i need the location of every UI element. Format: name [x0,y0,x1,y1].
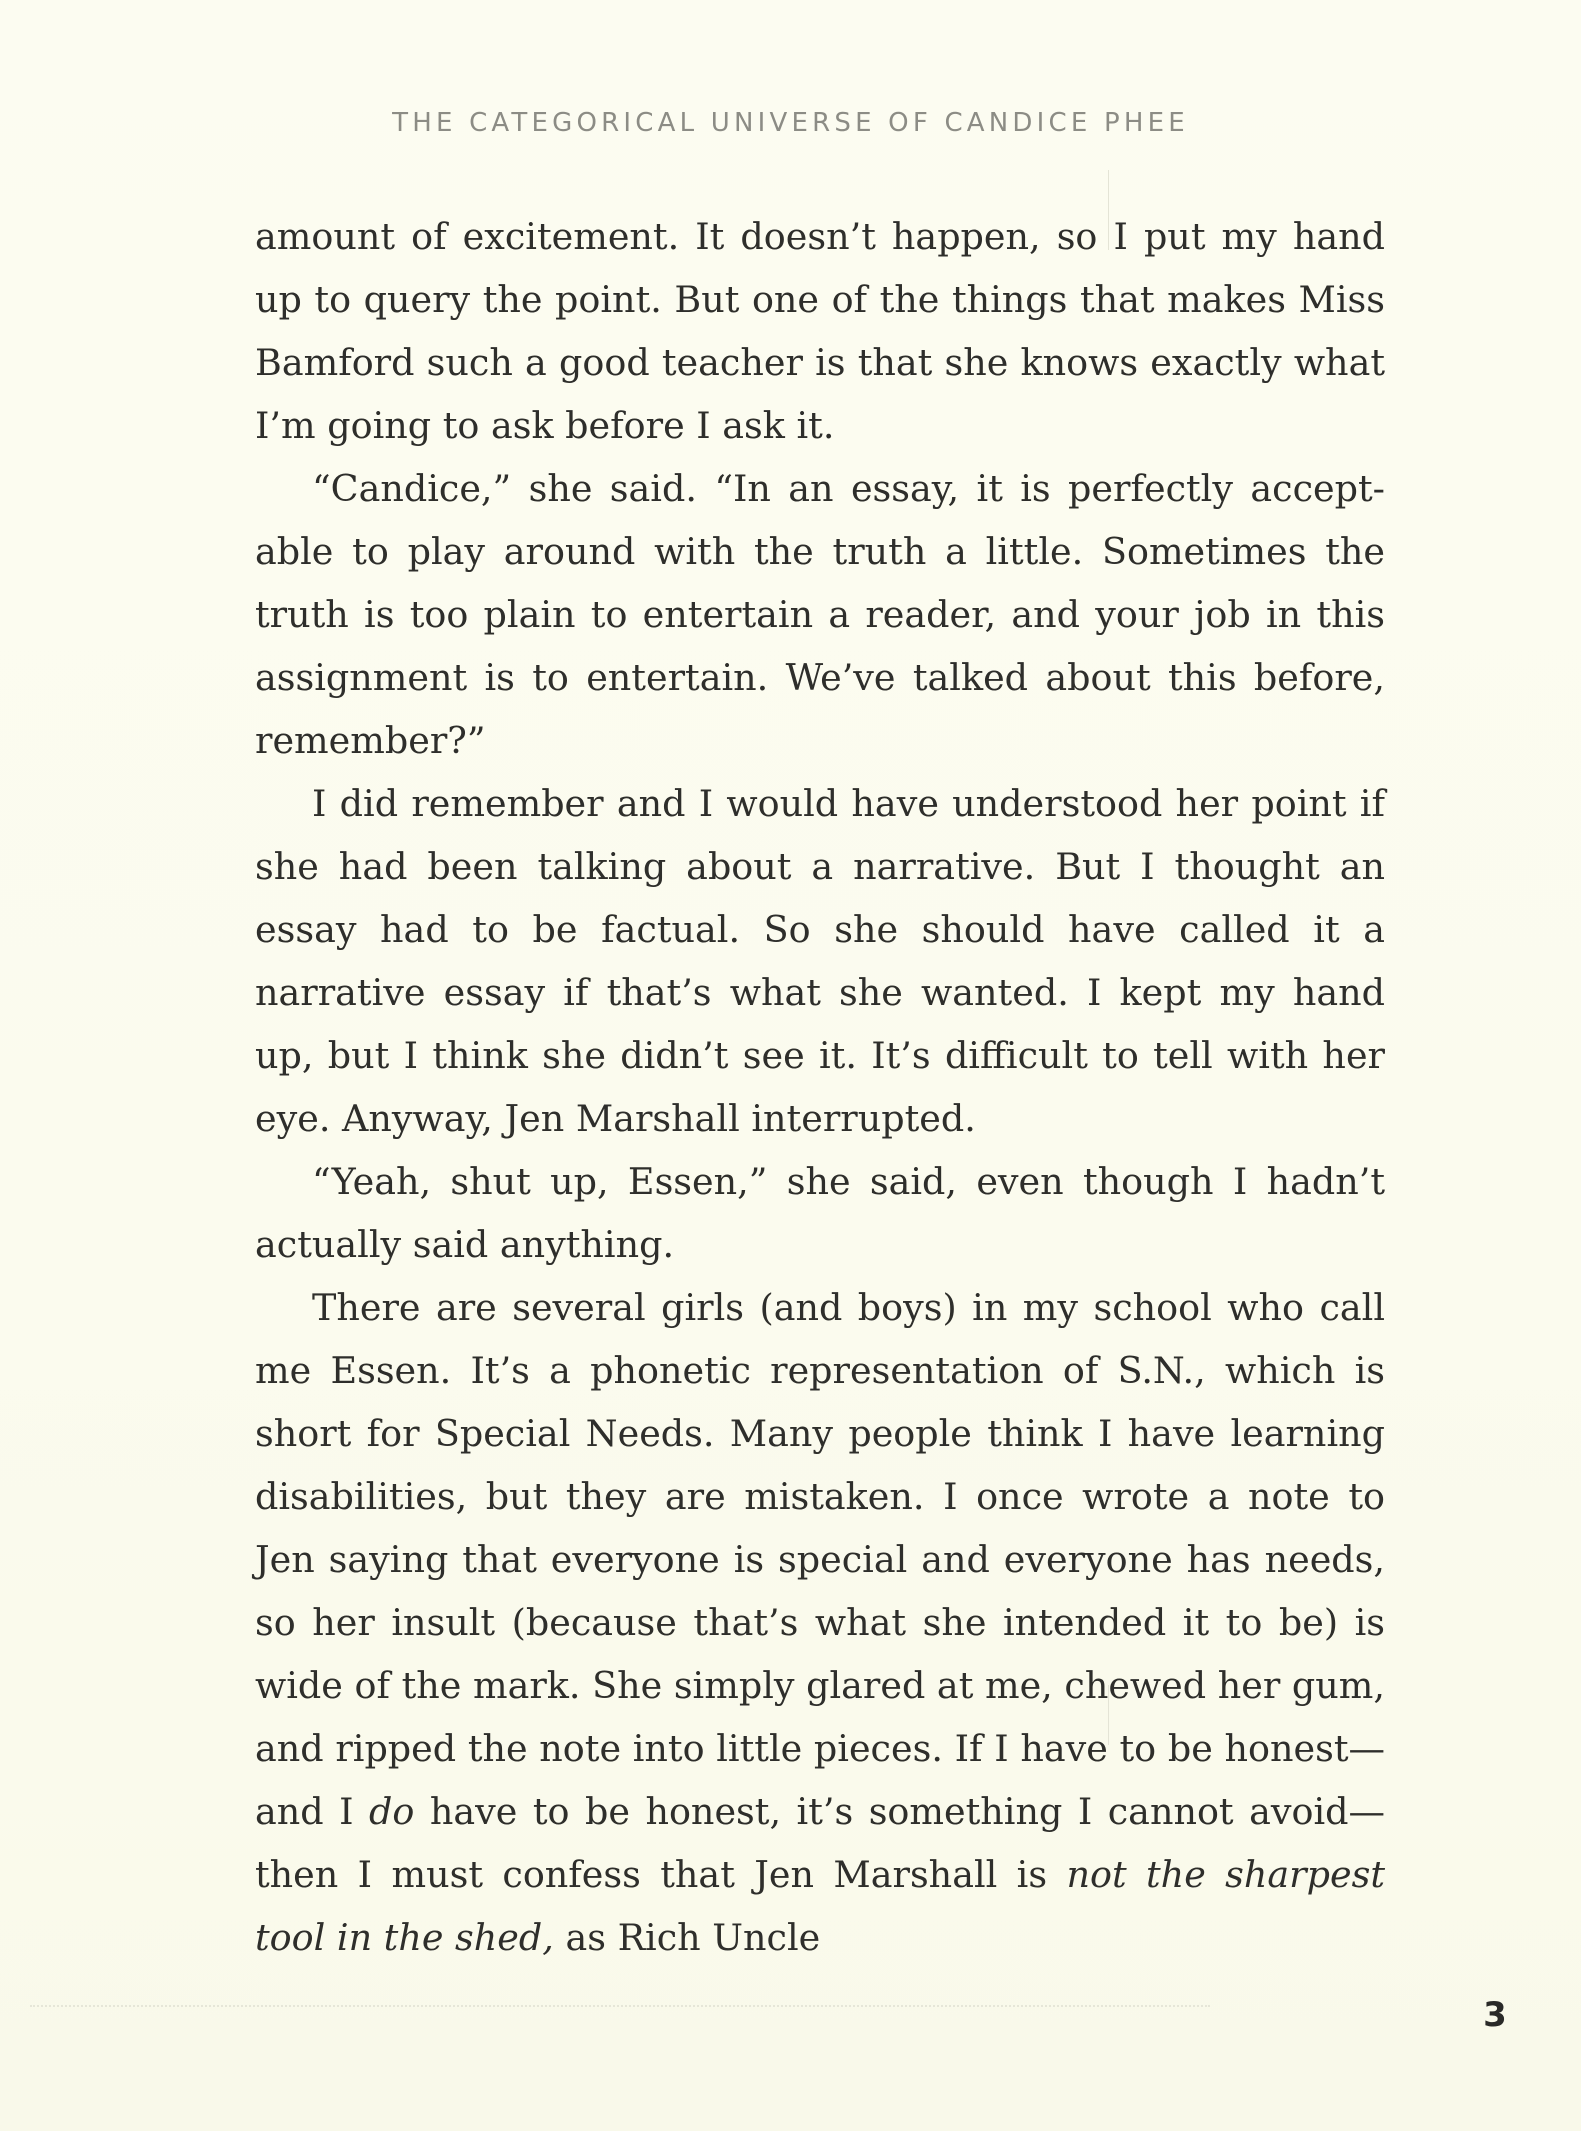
page-number: 3 [1483,1995,1507,2035]
text-run: There are several girls (and boys) in my school who call me Essen. It’s a phonetic representation of S.N., which is short for Special Needs. Many people think I have learning disabilities, but they are mistaken. I once wrote a note to Jen saying that everyone is special and everyone has needs, so her insult (because that’s what she intended it to be) is wide of the mark. She simply glared at me, chewed her gum, and ripped the note into little pieces. If I have to be honest—and I [255,1286,1385,1833]
paragraph [255,205,1385,457]
body-text [255,205,1385,1969]
text-run: “Yeah, shut up, Essen,” she said, even though I hadn’t actually said anything. [255,1160,1385,1266]
paragraph [255,1150,1385,1276]
running-head: THE CATEGORICAL UNIVERSE OF CANDICE PHEE [392,108,1189,138]
text-run: have to be honest, it’s something I cannot avoid—then I must confess that Jen Marshall is [255,1790,1385,1896]
text-run: I did remember and I would have understood her point if she had been talking about a narrative. But I thought an essay had to be factual. So she should have called it a narrative essay if that’s what she wanted. I kept my hand up, but I think she didn’t see it. It’s difficult to tell with her eye. Anyway, Jen Marshall interrupted. [255,782,1385,1140]
footer-rule [30,2005,1210,2007]
text-run: amount of excitement. It doesn’t happen, so I put my hand up to query the point. But one of the things that makes Miss Bamford such a good teacher is that she knows exactly what I’m going to ask before I ask it. [255,215,1385,447]
paragraph [255,772,1385,1150]
text-run: “Candice,” she said. “In an essay, it is perfectly acceptable to play around with the truth a little. Sometimes the truth is too plain to entertain a reader, and your job in this assignment is to entertain. We’ve talked about this before, remember?” [255,467,1385,762]
italic-text: not the sharpest tool in the shed, [255,1853,1385,1959]
italic-text: do [369,1790,415,1833]
text-run: as Rich Uncle [553,1916,821,1959]
paragraph [255,457,1385,772]
paragraph [255,1276,1385,1969]
